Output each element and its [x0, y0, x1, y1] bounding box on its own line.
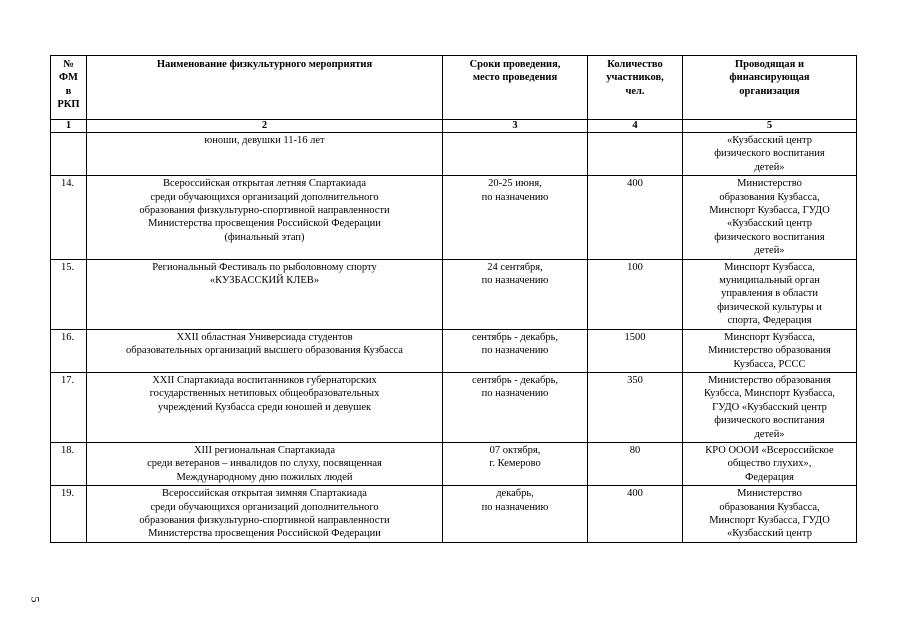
cell-line: физического воспитания [714, 415, 825, 427]
cell-line: общество глухих», [727, 458, 812, 470]
cell-line: Всероссийская открытая зимняя Спартакиада [162, 488, 367, 500]
cell-line: 14. [61, 178, 75, 190]
header-row [51, 56, 857, 120]
cell-line: Сроки проведения, [469, 59, 561, 70]
cell-line: среди ветеранов – инвалидов по слуху, посвященная [147, 458, 382, 470]
cell-line: по назначению [481, 191, 549, 203]
cell-line: спорта, Федерация [727, 315, 812, 327]
cell-line: Министерство [737, 178, 802, 190]
cell-line: среди обучающихся организаций дополнительного [150, 191, 379, 203]
column-index: 5 [683, 120, 857, 133]
cell-line: 1500 [624, 331, 646, 343]
cell-line: XXII областная Универсиада студентов [176, 331, 353, 343]
cell-line: муниципальный орган [719, 275, 820, 287]
event-dates [443, 486, 588, 543]
cell-line: декабрь, [496, 488, 534, 500]
cell-line: Наименование физкультурного мероприятия [156, 59, 373, 70]
cell-line: 17. [61, 374, 75, 386]
cell-line: 07 октября, [489, 444, 541, 456]
cell-line: XIII региональная Спартакиада [193, 444, 336, 456]
header-organization [683, 56, 857, 120]
cell-line: Федерация [745, 471, 794, 483]
cell-line: 24 сентября, [487, 261, 543, 273]
cell-line: ФМ [59, 72, 78, 84]
cell-line: Кузбсса, Минспорт Кузбасса, [703, 388, 836, 400]
cell-line: место проведения [472, 72, 558, 84]
participants-count [588, 372, 683, 442]
cell-line: учреждений Кузбасса среди юношей и девушек [157, 401, 372, 413]
cell-line: ГУДО «Кузбасский центр [712, 401, 827, 413]
event-dates [443, 372, 588, 442]
cell-line: среди обучающихся организаций дополнительного [150, 501, 379, 513]
organizer [683, 372, 857, 442]
cell-line: 16. [61, 331, 75, 343]
organizer [683, 442, 857, 485]
cell-line: Количество [607, 59, 663, 70]
cell-line: 100 [627, 261, 643, 273]
table-row [51, 176, 857, 259]
header-dates-place [443, 56, 588, 120]
participants-count [588, 442, 683, 485]
cell-line: Проводящая и [734, 59, 804, 70]
cell-line: КРО ОООИ «Всероссийское [705, 444, 834, 456]
cell-line: детей» [754, 428, 785, 440]
cell-line: по назначению [481, 345, 549, 357]
event-name [87, 486, 443, 543]
table-row [51, 442, 857, 485]
cell-line: государственных нетиповых общеобразовательных [149, 388, 380, 400]
column-index-row [51, 120, 857, 133]
organizer [683, 133, 857, 176]
cell-line: РКП [57, 99, 80, 111]
event-dates [443, 442, 588, 485]
cell-line: № [63, 59, 74, 70]
event-dates [443, 176, 588, 259]
cell-line: сентябрь - декабрь, [471, 331, 559, 343]
organizer [683, 176, 857, 259]
cell-line: Министерство [737, 488, 802, 500]
participants-count [588, 329, 683, 372]
cell-line: «КУЗБАССКИЙ КЛЕВ» [209, 275, 320, 287]
cell-line: детей» [754, 245, 785, 257]
participants-count [588, 259, 683, 329]
event-name [87, 176, 443, 259]
cell-line: 80 [629, 444, 641, 456]
cell-line: XXII Спартакиада воспитанников губернаторских [152, 374, 377, 386]
cell-line: «Кузбасский центр [726, 218, 812, 230]
header-event-name [87, 56, 443, 120]
cell-line: в [65, 85, 72, 97]
cell-line: физической культуры и [717, 301, 822, 313]
event-name [87, 372, 443, 442]
cell-line: Министерства просвещения Российской Федерации [148, 528, 381, 540]
event-dates [443, 133, 588, 176]
cell-line: «Кузбасский центр [726, 528, 812, 540]
cell-line: 400 [627, 488, 643, 500]
cell-line: 15. [61, 261, 75, 273]
cell-line: Минспорт Кузбасса, [724, 331, 815, 343]
cell-line: образовательных организаций высшего образования Кузбасса [126, 345, 403, 357]
column-index: 2 [87, 120, 443, 133]
row-number [51, 372, 87, 442]
cell-line: юноши, девушки 11-16 лет [204, 135, 325, 146]
event-name [87, 442, 443, 485]
cell-line: по назначению [481, 388, 549, 400]
cell-line: 18. [61, 444, 75, 456]
cell-line: Министерство образования [708, 374, 831, 386]
cell-line: 400 [627, 178, 643, 190]
cell-line: образования Кузбасса, [719, 501, 820, 513]
participants-count [588, 176, 683, 259]
organizer [683, 486, 857, 543]
organizer [683, 329, 857, 372]
cell-line: Министерство образования [708, 345, 831, 357]
row-number [51, 442, 87, 485]
table-body [51, 133, 857, 543]
table-row [51, 372, 857, 442]
cell-line: образования физкультурно-спортивной направленности [139, 514, 390, 526]
participants-count [588, 486, 683, 543]
cell-line: детей» [754, 161, 785, 173]
table-row [51, 329, 857, 372]
cell-line: физического воспитания [714, 148, 825, 160]
event-dates [443, 259, 588, 329]
cell-line: по назначению [481, 275, 549, 287]
cell-line: образования физкультурно-спортивной направленности [139, 205, 390, 217]
cell-line: г. Кемерово [489, 458, 541, 470]
event-dates [443, 329, 588, 372]
event-name [87, 259, 443, 329]
cell-line: по назначению [481, 501, 549, 513]
table-row [51, 486, 857, 543]
cell-line: Всероссийская открытая летняя Спартакиада [163, 178, 366, 190]
events-table [50, 55, 857, 543]
cell-line: финансирующая [729, 72, 810, 84]
cell-line: Региональный Фестиваль по рыболовному спорту [152, 261, 377, 273]
cell-line: Минспорт Кузбасса, ГУДО [709, 205, 830, 217]
column-index: 4 [588, 120, 683, 133]
cell-line: сентябрь - декабрь, [471, 374, 559, 386]
event-name [87, 329, 443, 372]
cell-line: участников, [606, 72, 664, 84]
cell-line: 350 [627, 374, 643, 386]
organizer [683, 259, 857, 329]
header-number [51, 56, 87, 120]
cell-line: 19. [61, 488, 75, 500]
column-index: 3 [443, 120, 588, 133]
row-number [51, 133, 87, 176]
cell-line: «Кузбасский центр [726, 135, 812, 146]
cell-line: Международному дню пожилых людей [176, 471, 353, 483]
cell-line: чел. [625, 85, 645, 97]
cell-line: организация [739, 85, 800, 97]
participants-count [588, 133, 683, 176]
cell-line: управления в области [721, 288, 818, 300]
cell-line: (финальный этап) [224, 231, 305, 243]
row-number [51, 329, 87, 372]
cell-line: Минспорт Кузбасса, ГУДО [709, 514, 830, 526]
table-row [51, 133, 857, 176]
page-number: 5 [28, 596, 43, 603]
cell-line: Минспорт Кузбасса, [724, 261, 815, 273]
cell-line: образования Кузбасса, [719, 191, 820, 203]
cell-line: Кузбасса, РССС [733, 358, 806, 370]
event-name [87, 133, 443, 176]
cell-line: Министерства просвещения Российской Федерации [148, 218, 381, 230]
header-participants [588, 56, 683, 120]
cell-line: физического воспитания [714, 231, 825, 243]
column-index: 1 [51, 120, 87, 133]
row-number [51, 486, 87, 543]
cell-line: 20-25 июня, [488, 178, 542, 190]
row-number [51, 176, 87, 259]
row-number [51, 259, 87, 329]
table-row [51, 259, 857, 329]
